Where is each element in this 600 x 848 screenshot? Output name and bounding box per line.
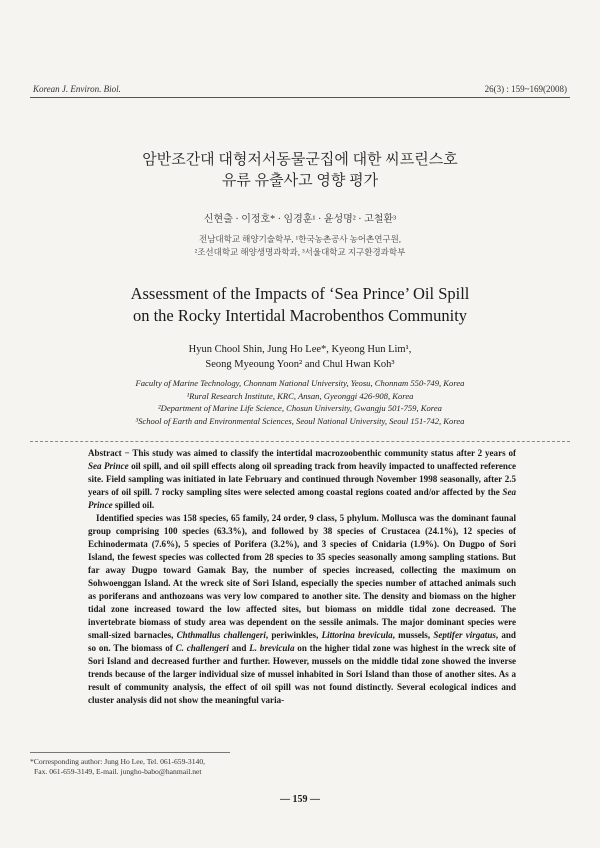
header-rule bbox=[30, 97, 570, 98]
english-aff-line1: Faculty of Marine Technology, Chonnam National University, Yeosu, Chonnam 550-749, Korea bbox=[135, 378, 465, 388]
korean-title bbox=[0, 150, 600, 192]
footnote-line2: Fax. 061-659-3149, E-mail. jungho-babo@hanmail.net bbox=[34, 767, 202, 776]
korean-title-line2: 유류 유출사고 영향 평가 bbox=[221, 173, 379, 189]
journal-issue: 26(3) : 159~169(2008) bbox=[484, 84, 567, 94]
abstract bbox=[88, 447, 516, 707]
english-authors bbox=[0, 342, 600, 372]
abstract-paragraph-2: Identified species was 158 species, 65 family, 24 order, 9 class, 5 phylum. Mollusca was the dominant faunal group comprising 100 species (63.3%), and followed by 38 species of Crustacea (24.1%), 12 species of Echinodermata (7.6%), 5 species of Porifera (3.2%), and 3 species of Cnidaria (1.9%). On Dugpo of Sori Island, the fewest species was collected from 28 species to 35 species seasonally among sampling stations. But far away Dugpo toward Gamak Bay, the number of species increased, collecting the maximum on Sohwoenggan Island. At the wreck site of Sori Island, especially the species number of attached animals such as poriferans and anthozoans was very low compared to another site. The density and biomass on the higher tidal zone increased toward the low affected sites, but biomass on middle tidal zone decreased. The invertebrate biomass of study area was dependent on the sessile animals. The major dominant species were small-sized barnacles, Chthmallus challengeri, periwinkles, Littorina brevicula, mussels, Septifer virgatus, and so on. The biomass of C. challengeri and L. brevicula on the higher tidal zone was highest in the wreck site of Sori Island and decreased further and further. However, mussels on the middle tidal zone showed the inverse trends because of the larger individual size of mussel inhabited in Sori Island than those of another sites. As a result of community analysis, the effect of oil spill was not found distinctly. Several ecological indices and cluster analysis did not show the meaningful varia- bbox=[88, 513, 516, 705]
english-title bbox=[0, 283, 600, 327]
english-affiliations bbox=[0, 377, 600, 427]
abstract-divider bbox=[30, 441, 570, 442]
korean-aff-line1: 전남대학교 해양기술학부, ¹한국농촌공사 농어촌연구원, bbox=[198, 234, 402, 244]
english-aff-line3: ²Department of Marine Life Science, Chosun University, Gwangju 501-759, Korea bbox=[158, 403, 442, 413]
korean-title-line1: 암반조간대 대형저서동물군집에 대한 씨프린스호 bbox=[142, 152, 458, 168]
english-title-line1: Assessment of the Impacts of ‘Sea Prince’ Oil Spill bbox=[130, 284, 470, 303]
page-number: — 159 — bbox=[280, 794, 320, 805]
english-authors-line2: Seong Myeoung Yoon² and Chul Hwan Koh³ bbox=[205, 359, 395, 370]
korean-authors: 신현출 · 이정호* · 임경훈¹ · 윤성명² · 고철환³ bbox=[203, 214, 397, 225]
korean-aff-line2: ²조선대학교 해양생명과학과, ³서울대학교 지구환경과학부 bbox=[194, 247, 406, 257]
english-authors-line1: Hyun Chool Shin, Jung Ho Lee*, Kyeong Hun Lim¹, bbox=[188, 344, 412, 355]
korean-affiliations bbox=[0, 233, 600, 259]
footnote-rule bbox=[30, 752, 230, 753]
english-aff-line2: ¹Rural Research Institute, KRC, Ansan, Gyeonggi 426-908, Korea bbox=[186, 390, 414, 401]
abstract-paragraph-1: Abstract − This study was aimed to classify the intertidal macrozoobenthic community status after 2 years of Sea Prince oil spill, and oil spill effects along oil spreading track from heavily impacted to unaffected reference site. Field sampling was initiated in late February and continued through November 1998 seasonally, after 2.5 years of oil spill. 7 rocky sampling sites were selected among coastal regions coated and/or affected by the Sea Prince spilled oil. bbox=[88, 448, 516, 510]
journal-name: Korean J. Environ. Biol. bbox=[33, 84, 121, 94]
corresponding-author-footnote bbox=[30, 757, 205, 777]
english-title-line2: on the Rocky Intertidal Macrobenthos Community bbox=[132, 306, 468, 325]
english-aff-line4: ³School of Earth and Environmental Sciences, Seoul National University, Seoul 151-742, Korea bbox=[135, 415, 465, 426]
footnote-line1: *Corresponding author: Jung Ho Lee, Tel. 061-659-3140, bbox=[30, 757, 206, 766]
